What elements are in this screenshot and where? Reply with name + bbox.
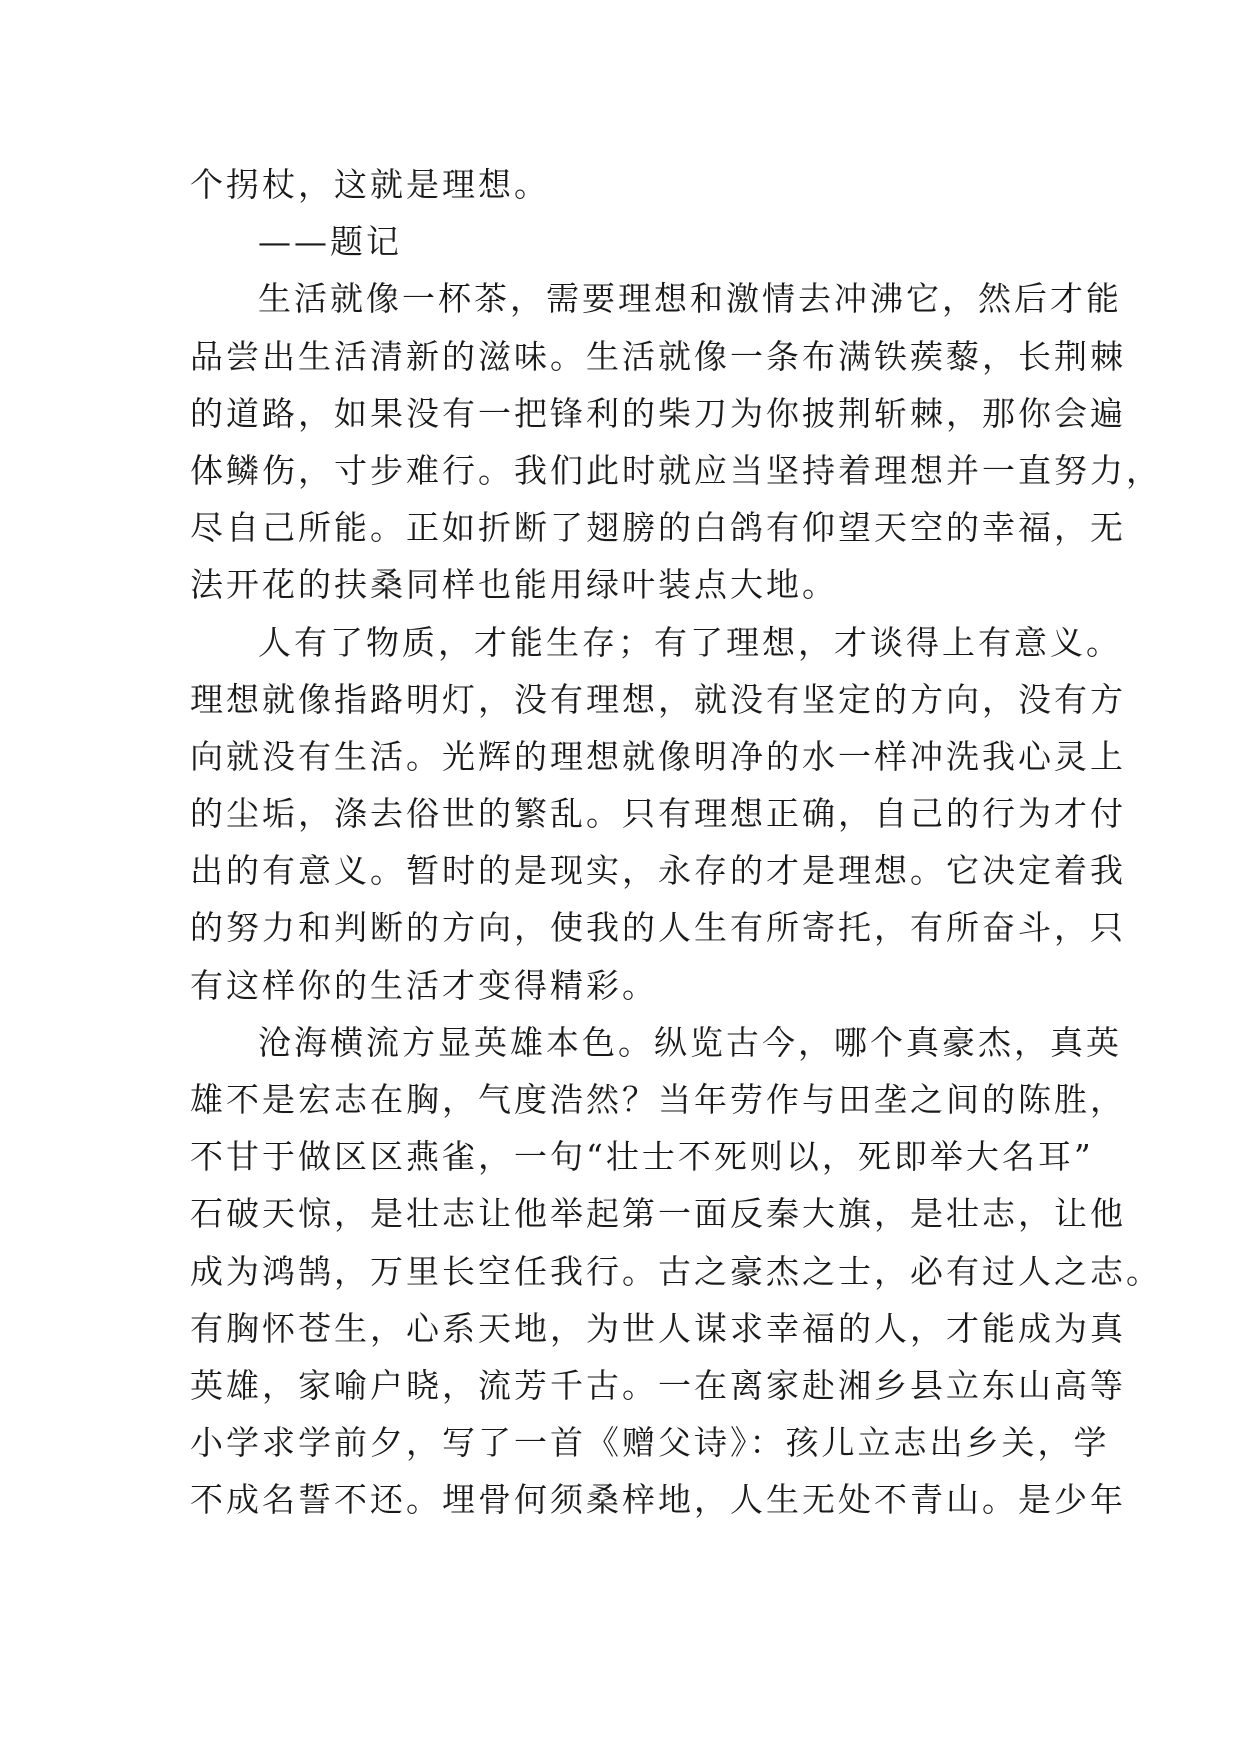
text-line: 向就没有生活。光辉的理想就像明净的水一样冲洗我心灵上 [190,736,1126,776]
text-line: 成为鸿鹄，万里长空任我行。古之豪杰之士，必有过人之志。 [190,1251,1162,1291]
text-line: 的努力和判断的方向，使我的人生有所寄托，有所奋斗，只 [190,908,1126,948]
text-line: 石破天惊，是壮志让他举起第一面反秦大旗，是壮志，让他 [190,1194,1126,1234]
text-line: 沧海横流方显英雄本色。纵览古今，哪个真豪杰，真英 [258,1022,1122,1062]
text-line: 的尘垢，涤去俗世的繁乱。只有理想正确，自己的行为才付 [190,794,1126,834]
text-line: 不成名誓不还。埋骨何须桑梓地，人生无处不青山。是少年 [190,1480,1126,1520]
text-line: 英雄，家喻户晓，流芳千古。一在离家赴湘乡县立东山高等 [190,1365,1126,1405]
text-line: 尽自己所能。正如折断了翅膀的白鸽有仰望天空的幸福，无 [190,508,1126,548]
text-line: 雄不是宏志在胸，气度浩然？当年劳作与田垄之间的陈胜， [190,1080,1126,1119]
text-line: 法开花的扶桑同样也能用绿叶装点大地。 [190,565,838,605]
text-line: 不甘于做区区燕雀，一句“壮士不死则以，死即举大名耳” [190,1137,1094,1177]
text-line: 的道路，如果没有一把锋利的柴刀为你披荆斩棘，那你会遍 [190,393,1126,433]
text-line: 人有了物质，才能生存；有了理想，才谈得上有意义。 [258,622,1122,662]
text-line: 小学求学前夕，写了一首《赠父诗》：孩儿立志出乡关，学 [190,1423,1110,1463]
body-text [190,156,1162,1529]
text-line: 体鳞伤，寸步难行。我们此时就应当坚持着理想并一直努力， [190,450,1162,490]
text-line: 理想就像指路明灯，没有理想，就没有坚定的方向，没有方 [190,679,1126,719]
text-line: 生活就像一杯茶，需要理想和激情去冲沸它，然后才能 [258,279,1122,319]
epigraph-attribution: ——题记 [258,222,402,262]
text-line: 出的有意义。暂时的是现实，永存的才是理想。它决定着我 [190,851,1126,891]
text-line: 有胸怀苍生，心系天地，为世人谋求幸福的人，才能成为真 [190,1308,1126,1348]
text-line: 有这样你的生活才变得精彩。 [190,965,658,1005]
text-line: 品尝出生活清新的滋味。生活就像一条布满铁蒺藜，长荆棘 [190,336,1126,376]
text-line: 个拐杖，这就是理想。 [190,165,550,204]
